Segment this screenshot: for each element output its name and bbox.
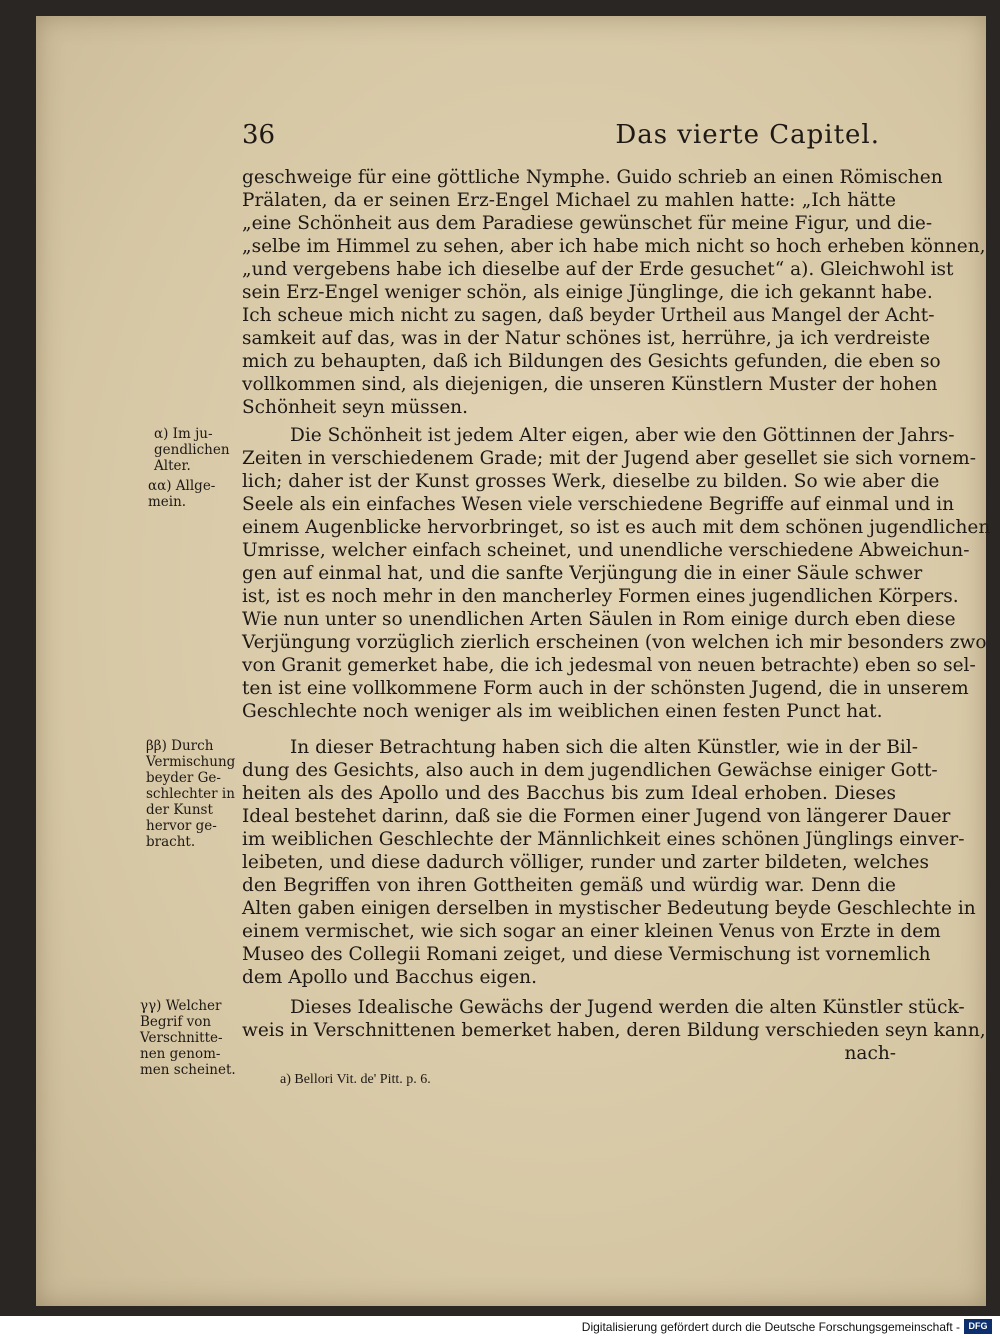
marginal-note: αα) Allge- mein. xyxy=(148,478,216,510)
body-line: sein Erz-Engel weniger schön, als einige Jünglinge, die ich gekannt habe. xyxy=(242,282,933,303)
body-line: im weiblichen Geschlechte der Männlichkeit eines schönen Jünglings einver- xyxy=(242,829,965,850)
catchword: nach- xyxy=(844,1043,896,1064)
body-line: einem Augenblicke hervorbringet, so ist es auch mit dem schönen jugendlichen xyxy=(242,517,991,538)
body-line: dung des Gesichts, also auch in dem jugendlichen Gewächse einiger Gott- xyxy=(242,760,938,781)
body-line: Museo des Collegii Romani zeiget, und diese Vermischung ist vornemlich xyxy=(242,944,931,965)
body-line: geschweige für eine göttliche Nymphe. Guido schrieb an einen Römischen xyxy=(242,167,943,188)
body-line: Schönheit seyn müssen. xyxy=(242,397,468,418)
body-line: leibeten, und diese dadurch völliger, runder und zarter bildeten, welches xyxy=(242,852,929,873)
body-line: gen auf einmal hat, und die sanfte Verjüngung die in einer Säule schwer xyxy=(242,563,923,584)
body-line: von Granit gemerket habe, die ich jedesmal von neuen betrachte) eben so sel- xyxy=(242,655,976,676)
body-line: Die Schönheit ist jedem Alter eigen, aber wie den Göttinnen der Jahrs- xyxy=(290,425,955,446)
footer-credit: Digitalisierung gefördert durch die Deutsche Forschungsgemeinschaft - xyxy=(581,1320,960,1334)
marginal-note: α) Im ju- gendlichen Alter. xyxy=(154,426,230,474)
body-line: Ideal bestehet darinn, daß sie die Formen einer Jugend von längerer Dauer xyxy=(242,806,951,827)
body-line: Alten gaben einigen derselben in mystischer Bedeutung beyde Geschlechte in xyxy=(242,898,976,919)
body-line: Zeiten in verschiedenem Grade; mit der Jugend aber gesellet sie sich vornem- xyxy=(242,448,976,469)
body-line: weis in Verschnittenen bemerket haben, deren Bildung verschieden seyn kann, xyxy=(242,1020,986,1041)
marginal-note: ββ) Durch Vermischung beyder Ge- schlechter in der Kunst hervor ge- bracht. xyxy=(146,738,236,850)
body-line: mich zu behaupten, daß ich Bildungen des Gesichts gefunden, die eben so xyxy=(242,351,941,372)
marginal-note: γγ) Welcher Begrif von Verschnitte- nen genom- men scheinet. xyxy=(140,998,236,1078)
body-line: Umrisse, welcher einfach scheinet, und unendliche verschiedene Abweichun- xyxy=(242,540,970,561)
body-line: einem vermischet, wie sich sogar an einer kleinen Venus von Erzte in dem xyxy=(242,921,941,942)
body-line: Seele als ein einfaches Wesen viele verschiedene Begriffe auf einmal und in xyxy=(242,494,955,515)
running-title: Das vierte Capitel. xyxy=(615,120,880,150)
body-line: Geschlechte noch weniger als im weiblichen einen festen Punct hat. xyxy=(242,701,883,722)
body-line: lich; daher ist der Kunst grosses Werk, dieselbe zu bilden. So wie aber die xyxy=(242,471,940,492)
body-line: „eine Schönheit aus dem Paradiese gewünschet für meine Figur, und die- xyxy=(242,213,933,234)
body-line: Wie nun unter so unendlichen Arten Säulen in Rom einige durch eben diese xyxy=(242,609,956,630)
body-line: ist, ist es noch mehr in den mancherley Formen eines jugendlichen Körpers. xyxy=(242,586,959,607)
footnote: a) Bellori Vit. de' Pitt. p. 6. xyxy=(280,1072,431,1087)
body-line: den Begriffen von ihren Gottheiten gemäß und würdig war. Denn die xyxy=(242,875,896,896)
page-number: 36 xyxy=(242,120,276,150)
body-line: ten ist eine vollkommene Form auch in der schönsten Jugend, die in unserem xyxy=(242,678,969,699)
body-line: dem Apollo und Bacchus eigen. xyxy=(242,967,537,988)
digitization-footer xyxy=(0,1316,1000,1339)
body-line: vollkommen sind, als diejenigen, die unseren Künstlern Muster der hohen xyxy=(242,374,938,395)
body-line: „und vergebens habe ich dieselbe auf der Erde gesuchet“ a). Gleichwohl ist xyxy=(242,259,954,280)
body-line: Prälaten, da er seinen Erz-Engel Michael zu mahlen hatte: „Ich hätte xyxy=(242,190,896,211)
dfg-logo: DFG xyxy=(964,1319,992,1334)
body-line: heiten als des Apollo und des Bacchus bis zum Ideal erhoben. Dieses xyxy=(242,783,896,804)
body-line: Ich scheue mich nicht zu sagen, daß beyder Urtheil aus Mangel der Acht- xyxy=(242,305,935,326)
body-line: Verjüngung vorzüglich zierlich erscheinen (von welchen ich mir besonders zwo xyxy=(242,632,987,653)
body-line: In dieser Betrachtung haben sich die alten Künstler, wie in der Bil- xyxy=(290,737,918,758)
body-line: „selbe im Himmel zu sehen, aber ich habe mich nicht so hoch erheben können, xyxy=(242,236,986,257)
body-line: samkeit auf das, was in der Natur schönes ist, herrühre, ja ich verdreiste xyxy=(242,328,931,349)
body-line: Dieses Idealische Gewächs der Jugend werden die alten Künstler stück- xyxy=(290,997,965,1018)
